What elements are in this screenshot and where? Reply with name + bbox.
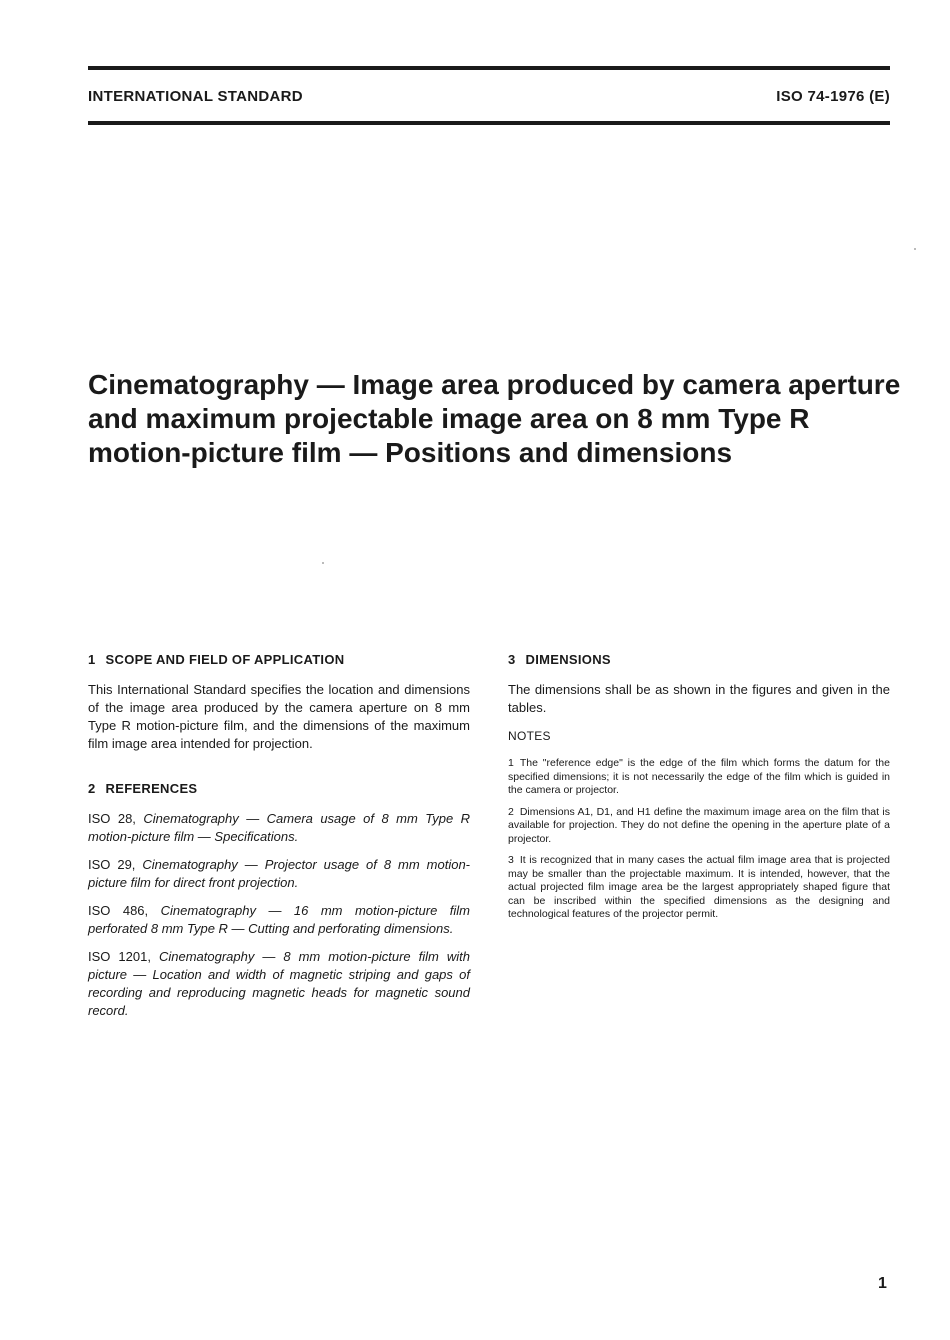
reference-id: ISO 29, xyxy=(88,857,136,872)
reference-id: ISO 486, xyxy=(88,903,149,918)
header-rule xyxy=(88,121,890,125)
left-column xyxy=(88,652,470,1030)
section-1-title: SCOPE AND FIELD OF APPLICATION xyxy=(105,652,345,667)
reference-title: Cinematography — Projector usage of 8 mm motion-picture film for direct front projection. xyxy=(88,857,471,890)
note-text: Dimensions A1, D1, and H1 define the maximum image area on the film that is available for projection. They do not define the opening in the aperture plate of a projector. xyxy=(508,805,890,845)
note-text: The "reference edge" is the edge of the film which forms the datum for the specified dimensions; it is not necessarily the edge of the film which is guided in the camera or projector. xyxy=(508,757,890,796)
top-rule xyxy=(88,66,890,70)
note-number: 1 xyxy=(508,757,514,769)
reference-item xyxy=(88,948,470,1020)
reference-title: Cinematography — Camera usage of 8 mm Type R motion-picture film — Specifications. xyxy=(88,811,471,844)
title-line-1: Cinematography — Image area produced by camera aperture xyxy=(88,369,901,400)
note-item xyxy=(508,854,890,922)
section-3-number: 3 xyxy=(508,652,516,667)
header-left: INTERNATIONAL STANDARD xyxy=(88,88,303,105)
section-1-number: 1 xyxy=(88,652,96,667)
section-2-number: 2 xyxy=(88,781,96,796)
reference-id: ISO 28, xyxy=(88,811,136,826)
reference-title: Cinematography — 8 mm motion-picture film with picture — Location and width of magnetic striping and gaps of recording and reproducing magnetic heads for magnetic sound record. xyxy=(88,949,470,1018)
section-3-title: DIMENSIONS xyxy=(525,652,611,667)
section-1-heading xyxy=(88,652,470,667)
section-1-text: This International Standard specifies the location and dimensions of the image area produced by the camera aperture on 8 mm Type R motion-picture film, and the dimensions of the maximum film image area intended for projection. xyxy=(88,682,470,751)
section-2-title: REFERENCES xyxy=(105,781,198,796)
page-header xyxy=(88,88,890,105)
reference-item xyxy=(88,856,470,892)
title-line-3: motion-picture film — Positions and dimensions xyxy=(88,437,733,468)
note-item xyxy=(508,806,890,847)
title-line-2: and maximum projectable image area on 8 mm Type R xyxy=(88,403,810,434)
reference-item xyxy=(88,810,470,846)
note-number: 3 xyxy=(508,854,514,866)
right-column xyxy=(508,652,890,930)
note-item xyxy=(508,757,890,798)
document-title xyxy=(88,368,901,470)
header-right: ISO 74-1976 (E) xyxy=(776,88,890,105)
note-number: 2 xyxy=(508,805,514,818)
reference-item xyxy=(88,902,470,938)
section-3-text: The dimensions shall be as shown in the figures and given in the tables. xyxy=(508,682,890,715)
reference-id: ISO 1201, xyxy=(88,949,151,964)
page-number: 1 xyxy=(878,1275,887,1292)
note-text: It is recognized that in many cases the actual film image area that is projected may be smaller than the projectable maximum. It is intended, however, that the actual projected film image area be the largest appropriately shaped figure that can be inscribed within the specified dimensions as the designing and technological features of the projector permit. xyxy=(508,854,890,920)
notes-label: NOTES xyxy=(508,729,551,743)
section-3-heading xyxy=(508,652,890,667)
scan-speck xyxy=(322,562,324,564)
reference-title: Cinematography — 16 mm motion-picture film perforated 8 mm Type R — Cutting and perforating dimensions. xyxy=(88,903,470,936)
section-2-heading xyxy=(88,781,470,796)
scan-speck xyxy=(914,248,916,250)
